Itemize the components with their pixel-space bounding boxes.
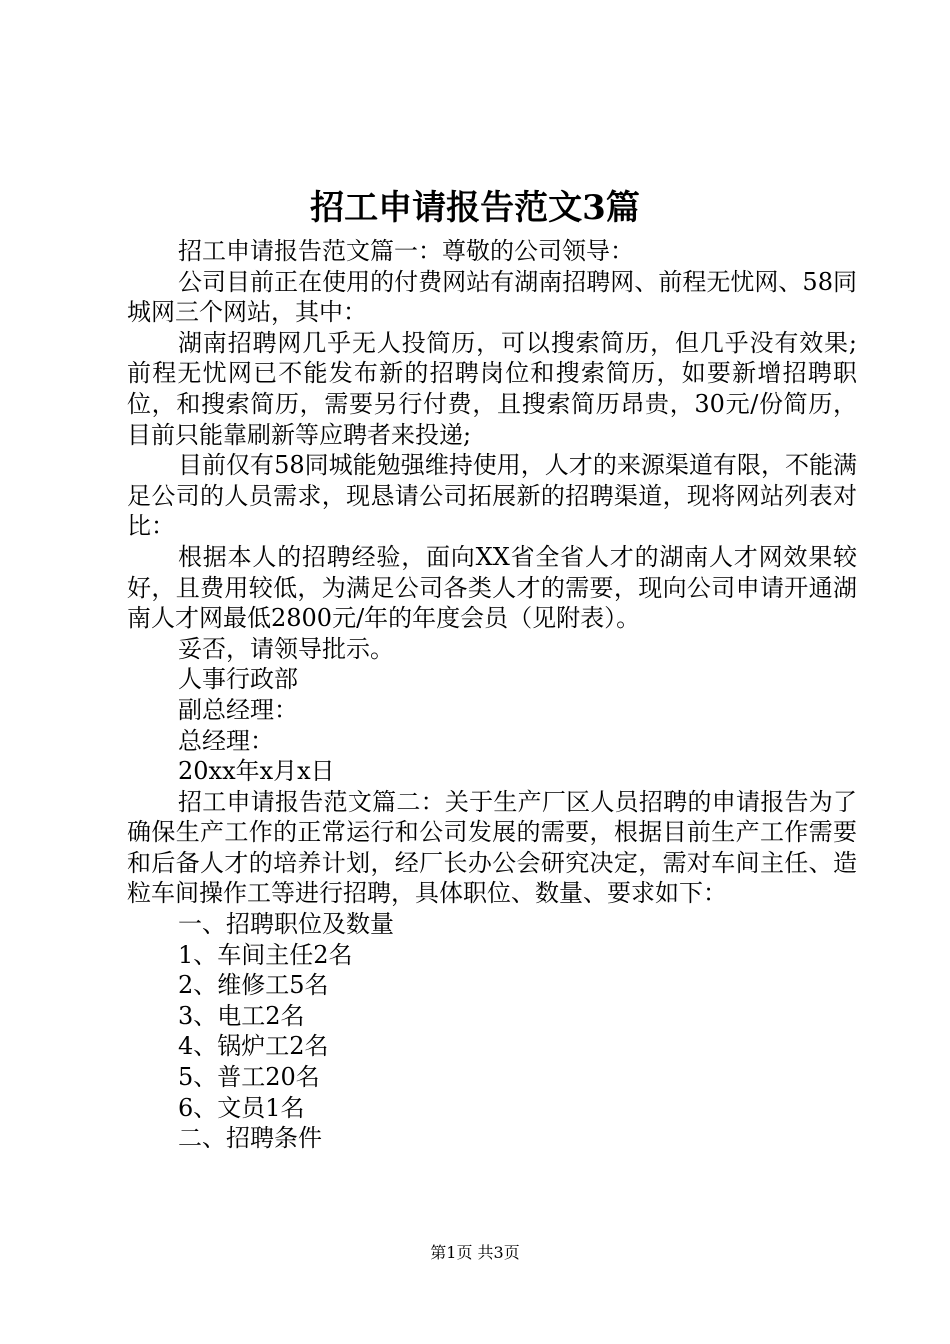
paragraph-channels-limited: 目前仅有58同城能勉强维持使用，人才的来源渠道有限，不能满足公司的人员需求，现恳请公司拓展新的招聘渠道，现将网站列表对比：	[127, 451, 857, 541]
list-item: 5、普工20名	[178, 1063, 320, 1092]
department-signature: 人事行政部	[178, 665, 298, 694]
deputy-manager-signature: 副总经理：	[178, 695, 298, 724]
list-item: 4、锅炉工2名	[178, 1032, 329, 1061]
document-body	[127, 236, 857, 1154]
document-title: 招工申请报告范文3篇	[310, 188, 640, 228]
section-heading-positions: 一、招聘职位及数量	[178, 910, 394, 939]
list-item: 6、文员1名	[178, 1093, 305, 1122]
paragraph-current-sites: 公司目前正在使用的付费网站有湖南招聘网、前程无忧网、58同城网三个网站，其中：	[127, 267, 857, 327]
paragraph-proposal: 根据本人的招聘经验，面向XX省全省人才的湖南人才网效果较好，且费用较低，为满足公司各类人才的需要，现向公司申请开通湖南人才网最低2800元/年的年度会员（见附表）。	[127, 542, 857, 633]
page-footer: 第1页 共3页	[430, 1243, 520, 1262]
paragraph-site-issues: 湖南招聘网几乎无人投简历，可以搜索简历，但几乎没有效果;前程无忧网已不能发布新的招聘岗位和搜索简历，如要新增招聘职位，和搜索简历，需要另行付费，且搜索简历昂贵，30元/份简历，目前只能靠刷新等应聘者来投递;	[127, 328, 857, 449]
approval-request: 妥否，请领导批示。	[178, 634, 394, 663]
document-date: 20xx年x月x日	[178, 757, 335, 786]
paragraph-greeting: 招工申请报告范文篇一：尊敬的公司领导：	[178, 237, 634, 265]
paragraph-sample-two: 招工申请报告范文篇二：关于生产厂区人员招聘的申请报告为了确保生产工作的正常运行和公司发展的需要，根据目前生产工作需要和后备人才的培养计划，经厂长办公会研究决定，需对车间主任、造粒车间操作工等进行招聘，具体职位、数量、要求如下：	[127, 787, 857, 908]
list-item: 2、维修工5名	[178, 971, 329, 1000]
list-item: 1、车间主任2名	[178, 940, 353, 969]
general-manager-signature: 总经理：	[178, 726, 274, 755]
section-heading-conditions: 二、招聘条件	[178, 1124, 322, 1153]
list-item: 3、电工2名	[178, 1001, 305, 1030]
